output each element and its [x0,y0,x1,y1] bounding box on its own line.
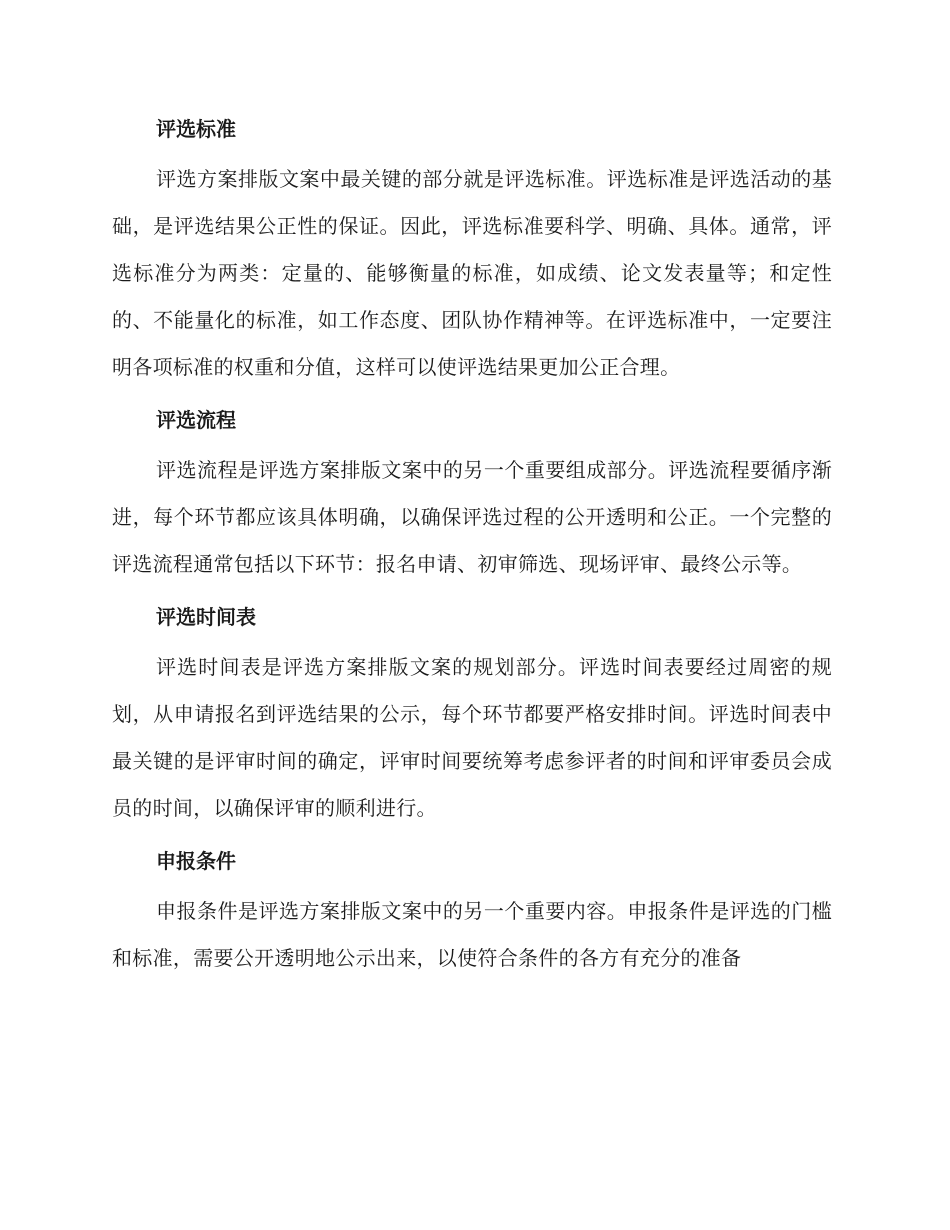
section-paragraph: 评选方案排版文案中最关键的部分就是评选标准。评选标准是评选活动的基础，是评选结果公正性的保证。因此，评选标准要科学、明确、具体。通常，评选标准分为两类：定量的、能够衡量的标准，如成绩、论文发表量等；和定性的、不能量化的标准，如工作态度、团队协作精神等。在评选标准中，一定要注明各项标准的权重和分值，这样可以使评选结果更加公正合理。 [112,167,832,379]
document-page [112,100,832,985]
section-heading: 评选时间表 [156,605,256,629]
section-heading: 评选标准 [156,117,236,141]
section-heading: 申报条件 [156,849,236,873]
section-heading: 评选流程 [156,408,236,432]
section-criteria [112,114,832,391]
section-paragraph: 申报条件是评选方案排版文案中的另一个重要内容。申报条件是评选的门槛和标准，需要公开透明地公示出来，以使符合条件的各方有充分的准备 [112,899,832,970]
section-process [112,405,832,588]
section-eligibility [112,846,832,982]
section-paragraph: 评选流程是评选方案排版文案中的另一个重要组成部分。评选流程要循序渐进，每个环节都应该具体明确，以确保评选过程的公开透明和公正。一个完整的评选流程通常包括以下环节：报名申请、初审筛选、现场评审、最终公示等。 [112,458,832,576]
section-paragraph: 评选时间表是评选方案排版文案的规划部分。评选时间表要经过周密的规划，从申请报名到评选结果的公示，每个环节都要严格安排时间。评选时间表中最关键的是评审时间的确定，评审时间要统筹考虑参评者的时间和评审委员会成员的时间，以确保评审的顺利进行。 [112,655,832,820]
section-timeline [112,602,832,832]
